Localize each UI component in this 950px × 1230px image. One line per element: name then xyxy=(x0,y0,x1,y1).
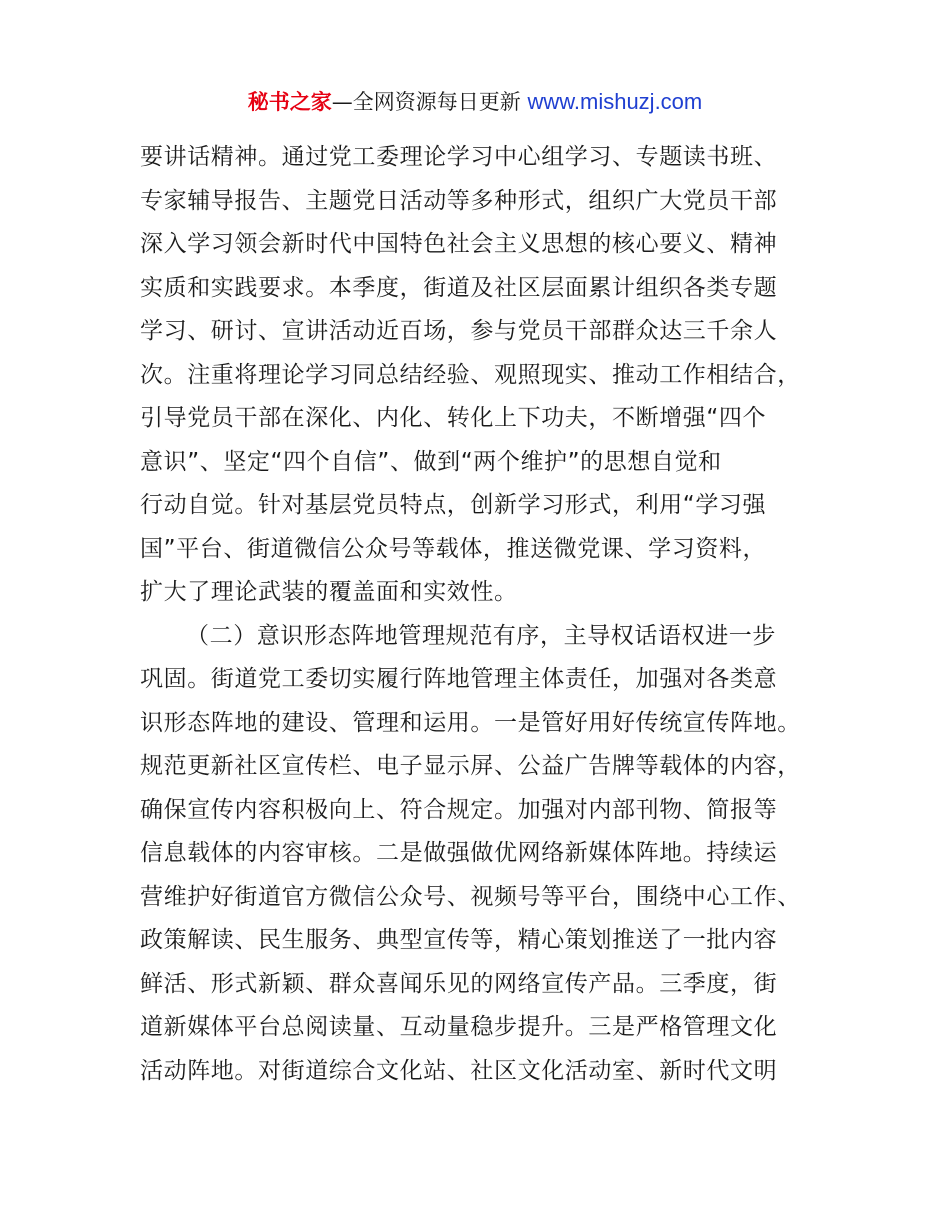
text-line: 道新媒体平台总阅读量、互动量稳步提升。三是严格管理文化 xyxy=(140,1014,778,1040)
paragraph-2 xyxy=(140,615,830,1094)
text-line: 深入学习领会新时代中国特色社会主义思想的核心要义、精神 xyxy=(140,231,778,257)
text-line: 确保宣传内容积极向上、符合规定。加强对内部刊物、简报等 xyxy=(140,796,778,823)
text-line: 要讲话精神。通过党工委理论学习中心组学习、专题读书班、 xyxy=(140,144,778,170)
text-line: 引导党员干部在深化、内化、转化上下功夫，不断增强“四个 xyxy=(140,405,767,431)
text-line: 政策解读、民生服务、典型宣传等，精心策划推送了一批内容 xyxy=(140,927,778,953)
text-line: 营维护好街道官方微信公众号、视频号等平台，围绕中心工作、 xyxy=(140,883,801,910)
site-link[interactable]: www.mishuzj.com xyxy=(527,89,703,114)
brand-name: 秘书之家 xyxy=(247,90,332,114)
text-line: 次。注重将理论学习同总结经验、观照现实、推动工作相结合， xyxy=(140,361,801,388)
text-line: 活动阵地。对街道综合文化站、社区文化活动室、新时代文明 xyxy=(140,1057,778,1084)
text-line: 规范更新社区宣传栏、电子显示屏、公益广告牌等载体的内容， xyxy=(140,753,801,779)
text-line: 行动自觉。针对基层党员特点，创新学习形式，利用“学习强 xyxy=(140,492,767,518)
paragraph-1 xyxy=(140,136,830,615)
document-body xyxy=(140,136,830,1093)
text-line: 信息载体的内容审核。二是做强做优网络新媒体阵地。持续运 xyxy=(140,840,778,866)
text-line: 专家辅导报告、主题党日活动等多种形式，组织广大党员干部 xyxy=(140,187,778,214)
page-header xyxy=(0,86,950,118)
text-line: 学习、研讨、宣讲活动近百场，参与党员干部群众达三千余人 xyxy=(140,318,778,344)
header-tagline: —全网资源每日更新 xyxy=(331,90,528,114)
section-heading-line: （二）意识形态阵地管理规范有序，主导权话语权进一步 xyxy=(186,622,776,649)
text-line: 实质和实践要求。本季度，街道及社区层面累计组织各类专题 xyxy=(140,274,778,301)
text-line: 识形态阵地的建设、管理和运用。一是管好用好传统宣传阵地。 xyxy=(140,709,801,736)
text-line: 鲜活、形式新颖、群众喜闻乐见的网络宣传产品。三季度，街 xyxy=(140,970,778,997)
text-line: 国”平台、街道微信公众号等载体，推送微党课、学习资料， xyxy=(140,535,767,562)
text-line: 巩固。街道党工委切实履行阵地管理主体责任，加强对各类意 xyxy=(140,666,778,692)
text-line: 扩大了理论武装的覆盖面和实效性。 xyxy=(140,579,518,605)
text-line: 意识”、坚定“四个自信”、做到“两个维护”的思想自觉和 xyxy=(140,448,722,475)
